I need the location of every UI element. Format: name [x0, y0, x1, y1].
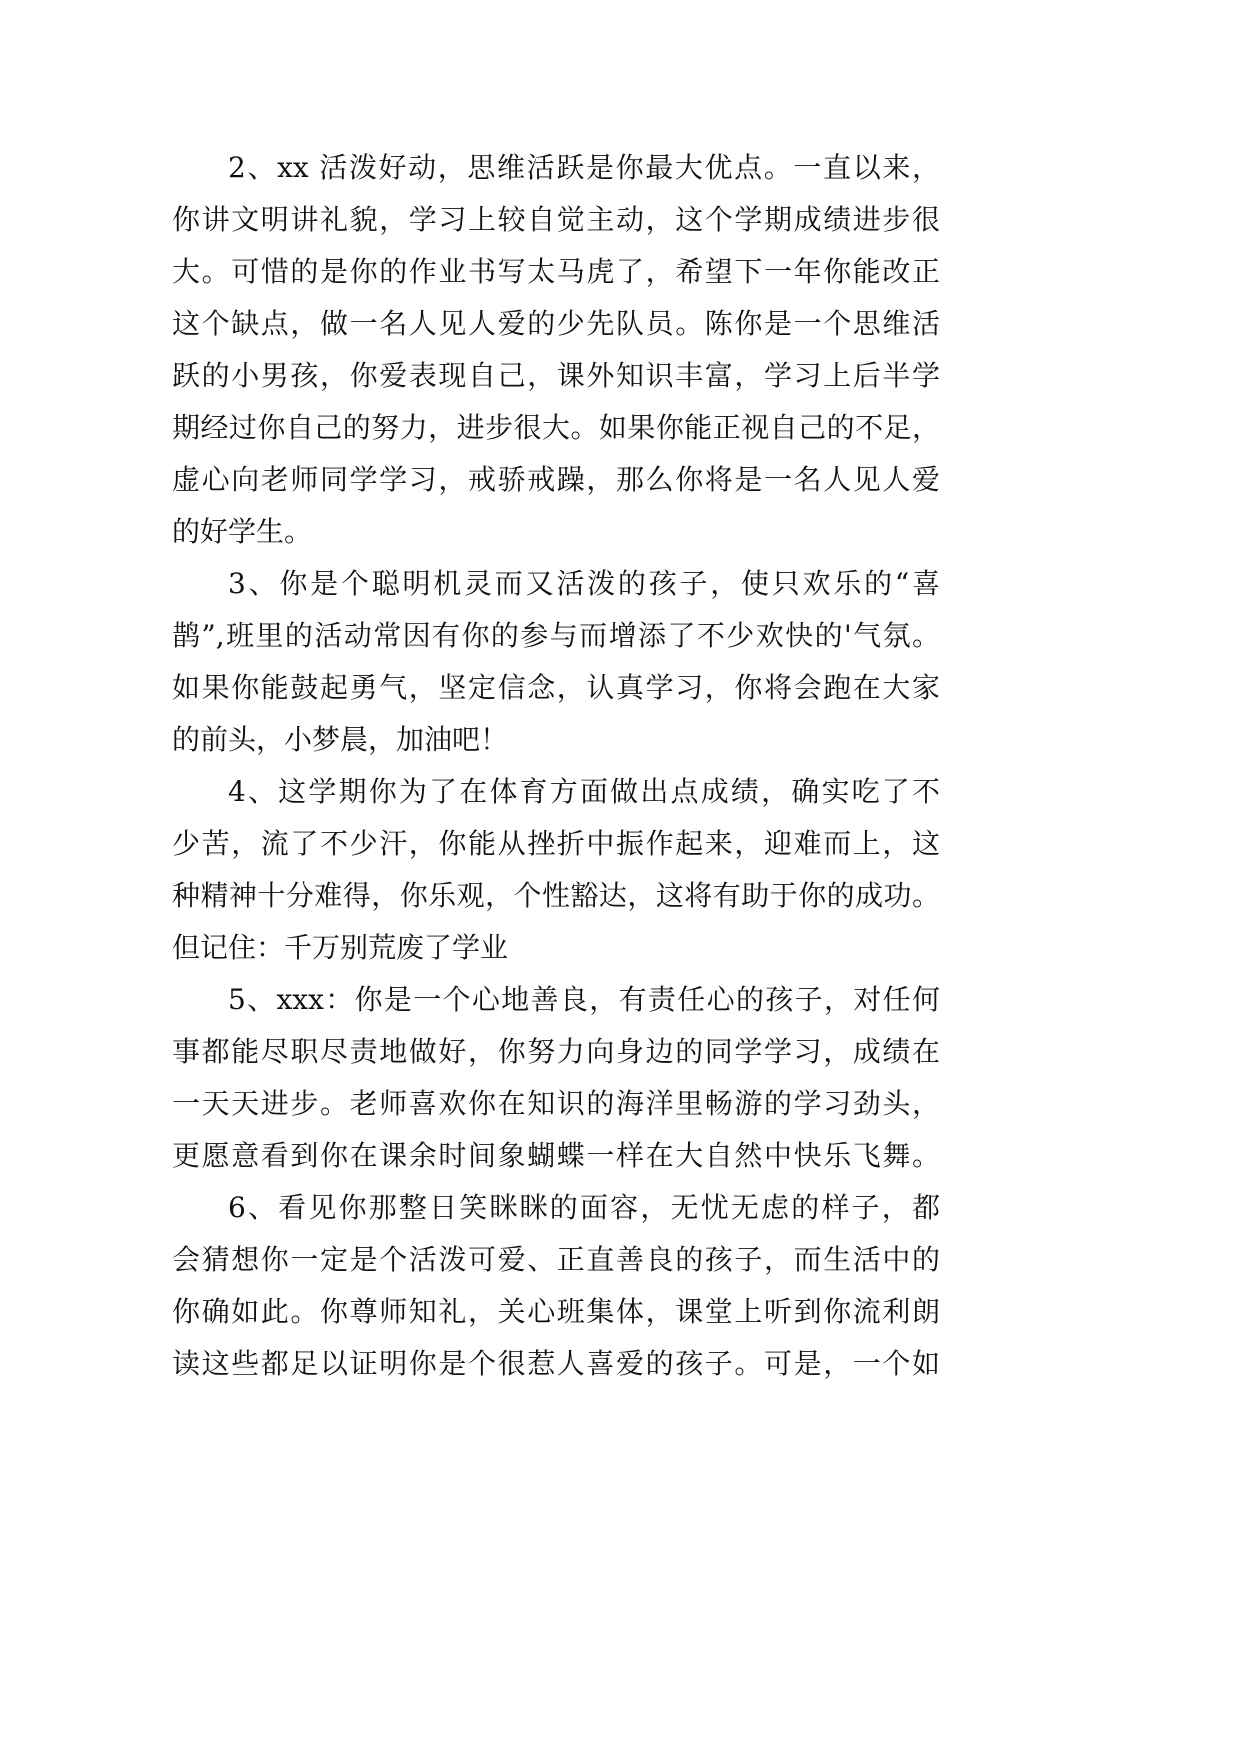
paragraph-4-line-1: 4、这学期你为了在体育方面做出点成绩，确实吃了不	[228, 775, 940, 808]
paragraph-3-line-2: 鹊”,班里的活动常因有你的参与而增添了不少欢快的'气氛。	[172, 619, 940, 652]
paragraph-4-line-4: 但记住：千万别荒废了学业	[172, 931, 509, 964]
paragraph-3-line-1: 3、你是个聪明机灵而又活泼的孩子，使只欢乐的“喜	[228, 567, 940, 600]
paragraph-6-line-1: 6、看见你那整日笑眯眯的面容，无忧无虑的样子，都	[228, 1191, 940, 1224]
paragraph-4-line-3: 种精神十分难得，你乐观，个性豁达，这将有助于你的成功。	[172, 879, 940, 912]
paragraph-5-line-1: 5、xxx：你是一个心地善良，有责任心的孩子，对任何	[228, 983, 940, 1016]
paragraph-5	[172, 974, 940, 1182]
paragraph-2-line-5: 跃的小男孩，你爱表现自己，课外知识丰富，学习上后半学	[172, 359, 940, 392]
paragraph-2-line-4: 这个缺点，做一名人见人爱的少先队员。陈你是一个思维活	[172, 307, 940, 340]
document-body	[172, 142, 940, 1390]
paragraph-6	[172, 1182, 940, 1390]
paragraph-2	[172, 142, 940, 558]
paragraph-2-line-8: 的好学生。	[172, 515, 313, 548]
paragraph-4	[172, 766, 940, 974]
paragraph-2-line-3: 大。可惜的是你的作业书写太马虎了，希望下一年你能改正	[172, 255, 940, 288]
paragraph-5-line-2: 事都能尽职尽责地做好，你努力向身边的同学学习，成绩在	[172, 1035, 940, 1068]
paragraph-6-line-2: 会猜想你一定是个活泼可爱、正直善良的孩子，而生活中的	[172, 1243, 940, 1276]
paragraph-6-line-3: 你确如此。你尊师知礼，关心班集体，课堂上听到你流利朗	[172, 1295, 940, 1328]
paragraph-2-line-2: 你讲文明讲礼貌，学习上较自觉主动，这个学期成绩进步很	[172, 203, 940, 236]
paragraph-6-line-4: 读这些都足以证明你是个很惹人喜爱的孩子。可是，一个如	[172, 1347, 940, 1380]
paragraph-2-line-7: 虚心向老师同学学习，戒骄戒躁，那么你将是一名人见人爱	[172, 463, 940, 496]
paragraph-3-line-3: 如果你能鼓起勇气，坚定信念，认真学习，你将会跑在大家	[172, 671, 940, 704]
paragraph-2-line-1: 2、xx 活泼好动，思维活跃是你最大优点。一直以来，	[228, 151, 940, 184]
paragraph-3-line-4: 的前头，小梦晨，加油吧！	[172, 723, 509, 756]
paragraph-5-line-4: 更愿意看到你在课余时间象蝴蝶一样在大自然中快乐飞舞。	[172, 1139, 940, 1172]
paragraph-5-line-3: 一天天进步。老师喜欢你在知识的海洋里畅游的学习劲头，	[172, 1087, 940, 1120]
paragraph-2-line-6: 期经过你自己的努力，进步很大。如果你能正视自己的不足，	[172, 411, 940, 444]
paragraph-4-line-2: 少苦，流了不少汗，你能从挫折中振作起来，迎难而上，这	[172, 827, 940, 860]
paragraph-3	[172, 558, 940, 766]
